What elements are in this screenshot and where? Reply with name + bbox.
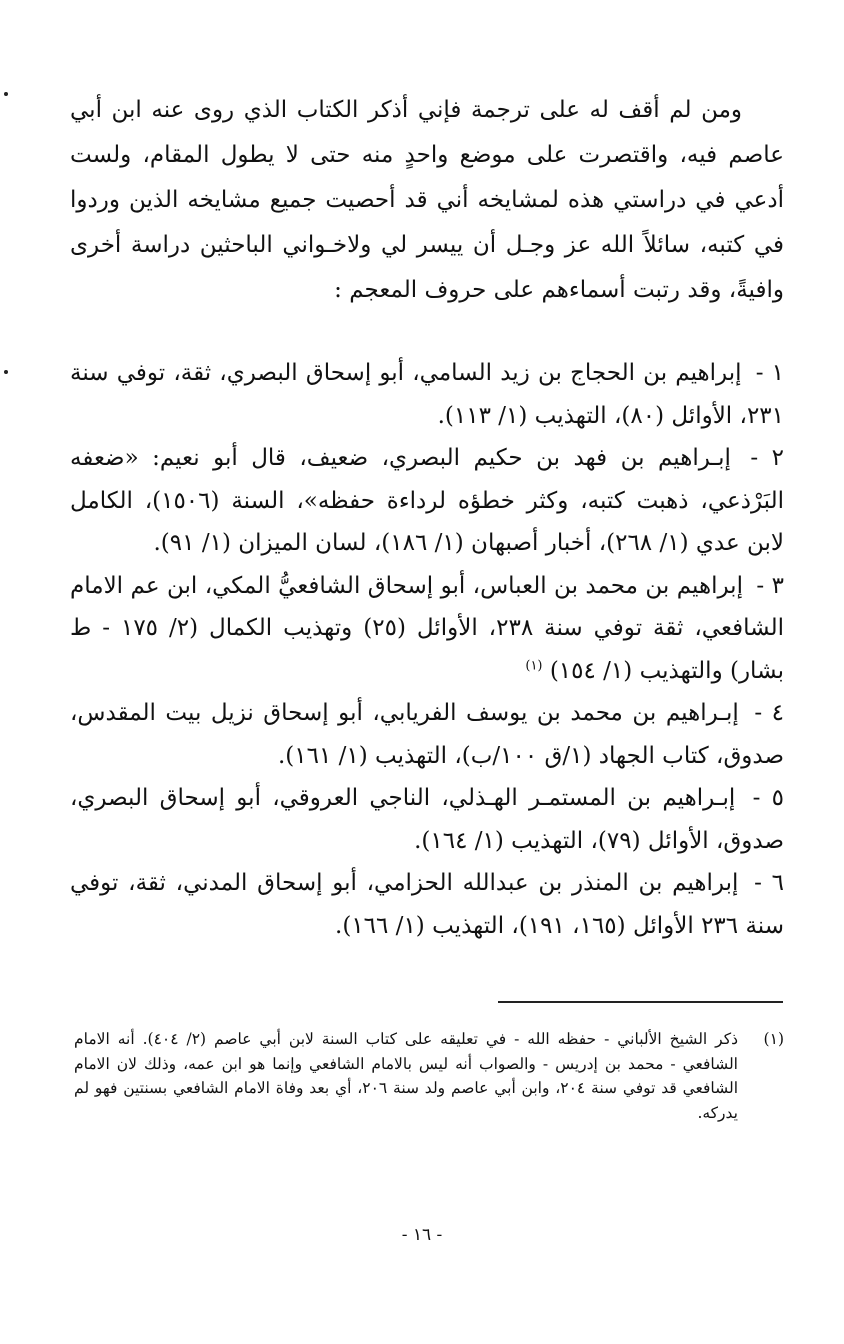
entry-number: ١ - (755, 360, 784, 386)
entry-text: إبـراهيم بن فهد بن حكيم البصري، ضعيف، قال أبو نعيم: «ضعفه البَرْذعي، ذهبت كتبه، وكثر خطؤه لرداءة حفظه»، السنة (١٥٠٦)، الكامل لابن عدي (١/ ٢٦٨)، أخبار أصبهان (١/ ١٨٦)، لسان الميزان (١/ ٩١). (70, 445, 784, 556)
entry-text: إبـراهيم بن محمد بن يوسف الفريابي، أبو إسحاق نزيل بيت المقدس، صدوق، كتاب الجهاد (١/ق ١٠٠/ب)، التهذيب (١/ ١٦١). (70, 700, 784, 769)
entry-text: إبراهيم بن محمد بن العباس، أبو إسحاق الشافعيُّ المكي، ابن عم الامام الشافعي، ثقة توفي سنة ٢٣٨، الأوائل (٢٥) وتهذيب الكمال (٢/ ١٧٥ - ط بشار) والتهذيب (١/ ١٥٤) (70, 572, 784, 684)
entry-number: ٦ - (754, 870, 784, 896)
footnote (74, 1027, 784, 1125)
entry-text: إبـراهيم بن المستمـر الهـذلي، الناجي العروقي، أبو إسحاق البصري، صدوق، الأوائل (٧٩)، التهذيب (١/ ١٦٤). (70, 785, 784, 854)
entries-list (70, 352, 784, 947)
page-number: - ١٦ - (401, 1225, 443, 1245)
footnote-divider (498, 1001, 783, 1003)
entry-text: إبراهيم بن الحجاج بن زيد السامي، أبو إسحاق البصري، ثقة، توفي سنة ٢٣١، الأوائل (٨٠)، التهذيب (١/ ١١٣). (70, 360, 784, 429)
entry-text: إبراهيم بن المنذر بن عبدالله الحزامي، أبو إسحاق المدني، ثقة، توفي سنة ٢٣٦ الأوائل (١٦٥، ١٩١)، التهذيب (١/ ١٦٦). (70, 870, 784, 939)
entry (70, 862, 784, 947)
footnote-text: ذكر الشيخ الألباني - حفظه الله - في تعليقه على كتاب السنة لابن أبي عاصم (٢/ ٤٠٤). أنه الامام الشافعي - محمد بن إدريس - والصواب أنه ليس بالامام الشافعي وإنما هو ابن عمه، وذلك لان الامام الشافعي قد توفي سنة ٢٠٤، وابن أبي عاصم ولد سنة ٢٠٦، أي بعد وفاة الامام الشافعي بسنتين فهو لم يدركه. (74, 1030, 739, 1122)
entry (70, 565, 784, 693)
entry-number: ٥ - (752, 785, 784, 811)
entry (70, 777, 784, 862)
entry-number: ٤ - (754, 700, 785, 726)
scan-mark (4, 370, 8, 374)
intro-text: ومن لم أقف له على ترجمة فإني أذكر الكتاب الذي روى عنه ابن أبي عاصم فيه، واقتصرت على موضع واحدٍ منه حتى لا يطول المقام، ولست أدعي في دراستي هذه لمشايخه أني قد أحصيت جميع مشايخه الذين وردوا في كتبه، سائلاً الله عز وجـل أن ييسر لي ولاخـواني الباحثين دراسة أخرى وافيةً، وقد رتبت أسماءهم على حروف المعجم : (70, 97, 784, 303)
intro-paragraph (70, 88, 784, 313)
entry (70, 692, 784, 777)
entry-number: ٣ - (756, 572, 784, 599)
scan-mark (4, 92, 8, 96)
footnote-reference[interactable]: (١) (525, 657, 543, 673)
entry-number: ٢ - (750, 445, 785, 471)
entry (70, 437, 784, 565)
footnote-marker: (١) (763, 1030, 784, 1048)
entry (70, 352, 784, 437)
